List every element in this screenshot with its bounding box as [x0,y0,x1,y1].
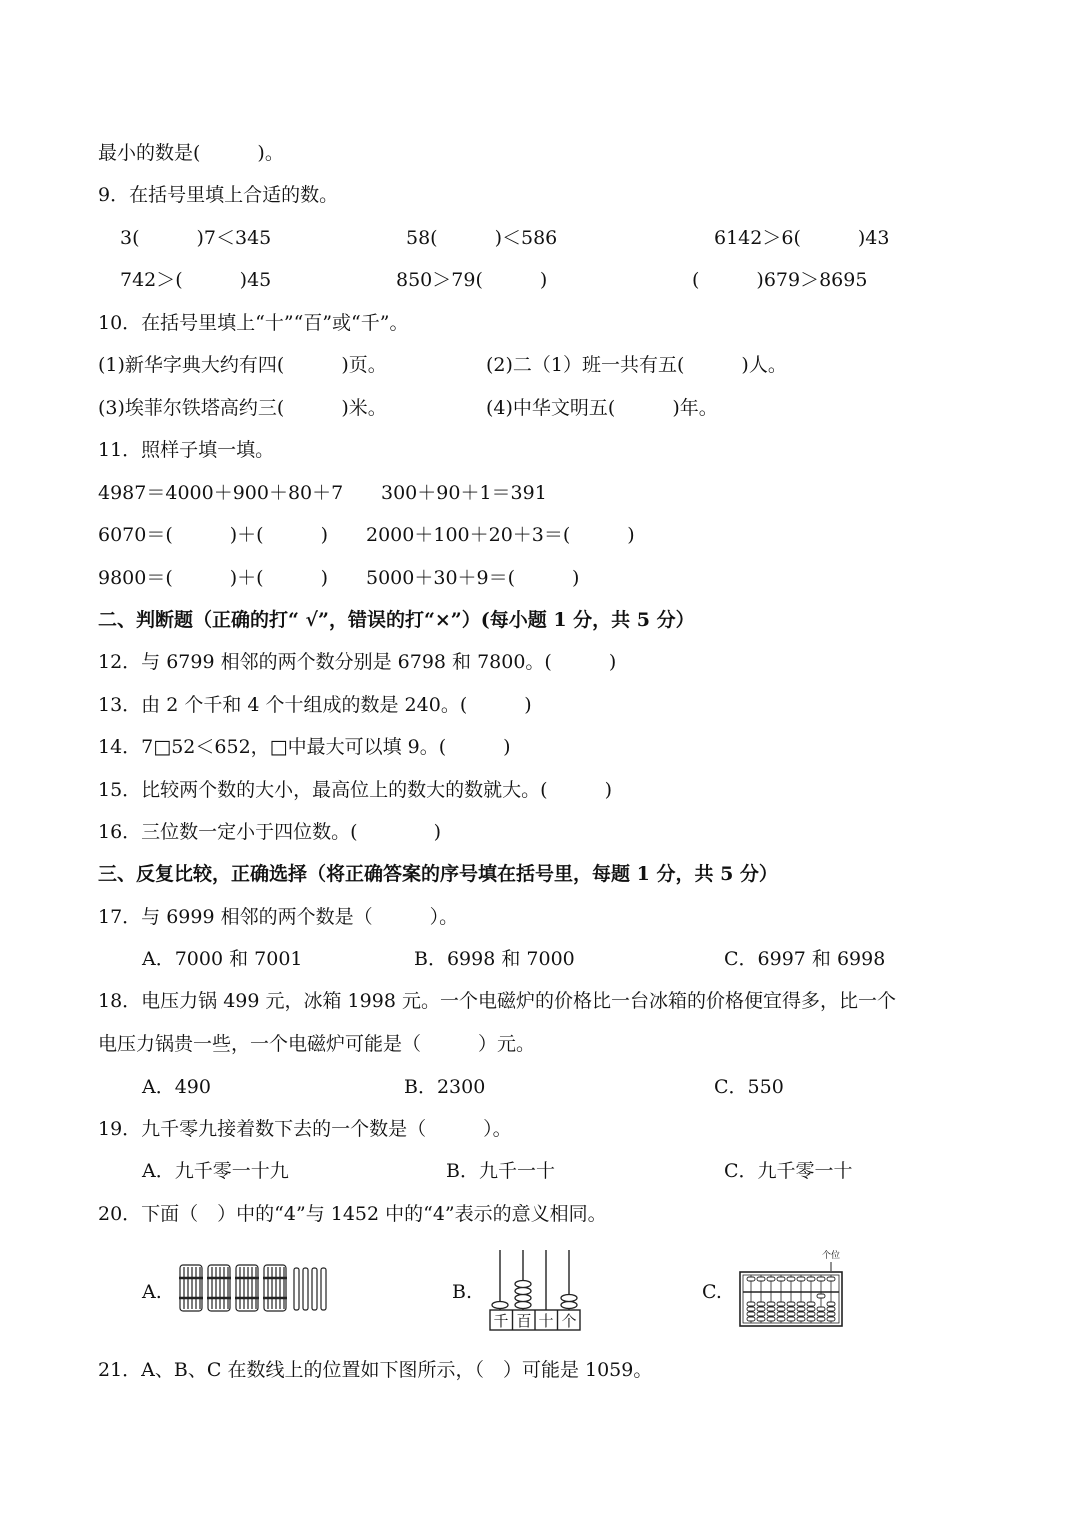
option: A．7000 和 7001 [142,948,303,970]
abacus-label: 千 [493,1312,509,1330]
fill-blank: 9800＝( )＋( ) [98,567,329,589]
example: 4987＝4000＋900＋80＋7 [98,482,344,504]
judge-item: 13．由 2 个千和 4 个十组成的数是 240。( ) [98,694,532,716]
question-18-line2: 电压力锅贵一些，一个电磁炉可能是（ ）元。 [98,1033,536,1055]
option: B．九千一十 [446,1160,555,1182]
question-19: 19．九千零九接着数下去的一个数是（ ）。 [98,1118,512,1140]
question-8-tail: 最小的数是( )。 [98,142,284,164]
option: A．九千零一十九 [142,1160,289,1182]
fill-blank: 742＞( )45 [120,269,272,291]
example: 300＋90＋1＝391 [381,482,547,504]
fill-blank: 58( )＜586 [406,227,558,249]
abacus-image [738,1246,844,1328]
bundle-icon [235,1265,259,1311]
single-sticks-icon [294,1268,326,1310]
fill-blank: 6142＞6( )43 [714,227,890,249]
option: B. [452,1281,473,1303]
fill-blank: 5000＋30＋9＝( ) [366,567,580,589]
option: C．九千零一十 [724,1160,853,1182]
fill-blank: 2000＋100＋20＋3＝( ) [366,524,635,546]
option: B．2300 [404,1076,486,1098]
bundle-icon [263,1265,287,1311]
question-20: 20．下面（ ）中的“4”与 1452 中的“4”表示的意义相同。 [98,1203,607,1225]
abacus-counter-image [488,1248,582,1332]
question-18-line1: 18．电压力锅 499 元，冰箱 1998 元。一个电磁炉的价格比一台冰箱的价格便宜得多，比一个 [98,990,896,1012]
abacus-label: 个 [561,1312,577,1330]
abacus-label: 十 [538,1312,554,1330]
question-11-title: 11．照样子填一填。 [98,439,275,461]
judge-item: 15．比较两个数的大小，最高位上的数大的数就大。( ) [98,779,613,801]
bundle-icon [179,1265,203,1311]
fill-blank: 850＞79( ) [396,269,548,291]
stick-bundles-image [178,1262,330,1314]
section-heading: 二、判断题（正确的打“ √”，错误的打“×”）(每小题 1 分，共 5 分） [98,609,695,631]
fill-blank: 6070＝( )＋( ) [98,524,329,546]
option: B．6998 和 7000 [414,948,575,970]
bundle-icon [207,1265,231,1311]
fill-blank: (2)二（1）班一共有五( )人。 [486,354,787,376]
fill-blank: ( )679＞8695 [692,269,868,291]
section-heading: 三、反复比较，正确选择（将正确答案的序号填在括号里，每题 1 分，共 5 分） [98,863,778,885]
option: A. [142,1281,162,1303]
abacus-label: 百 [516,1312,532,1330]
judge-item: 16．三位数一定小于四位数。( ) [98,821,442,843]
fill-blank: (3)埃菲尔铁塔高约三( )米。 [98,397,387,419]
fill-blank: (4)中华文明五( )年。 [486,397,718,419]
question-9-title: 9．在括号里填上合适的数。 [98,184,339,206]
judge-item: 14．7□52＜652，□中最大可以填 9。( ) [98,736,511,758]
option: C．550 [714,1076,784,1098]
option: C. [702,1281,722,1303]
question-17: 17．与 6999 相邻的两个数是（ ）。 [98,906,459,928]
question-21: 21．A、B、C 在数线上的位置如下图所示，（ ）可能是 1059。 [98,1359,653,1381]
judge-item: 12．与 6799 相邻的两个数分别是 6798 和 7800。( ) [98,651,617,673]
option: C．6997 和 6998 [724,948,886,970]
option: A．490 [142,1076,211,1098]
place-label: 个位 [821,1251,841,1261]
fill-blank: 3( )7＜345 [120,227,272,249]
question-10-title: 10．在括号里填上“十”“百”或“千”。 [98,312,409,334]
fill-blank: (1)新华字典大约有四( )页。 [98,354,387,376]
